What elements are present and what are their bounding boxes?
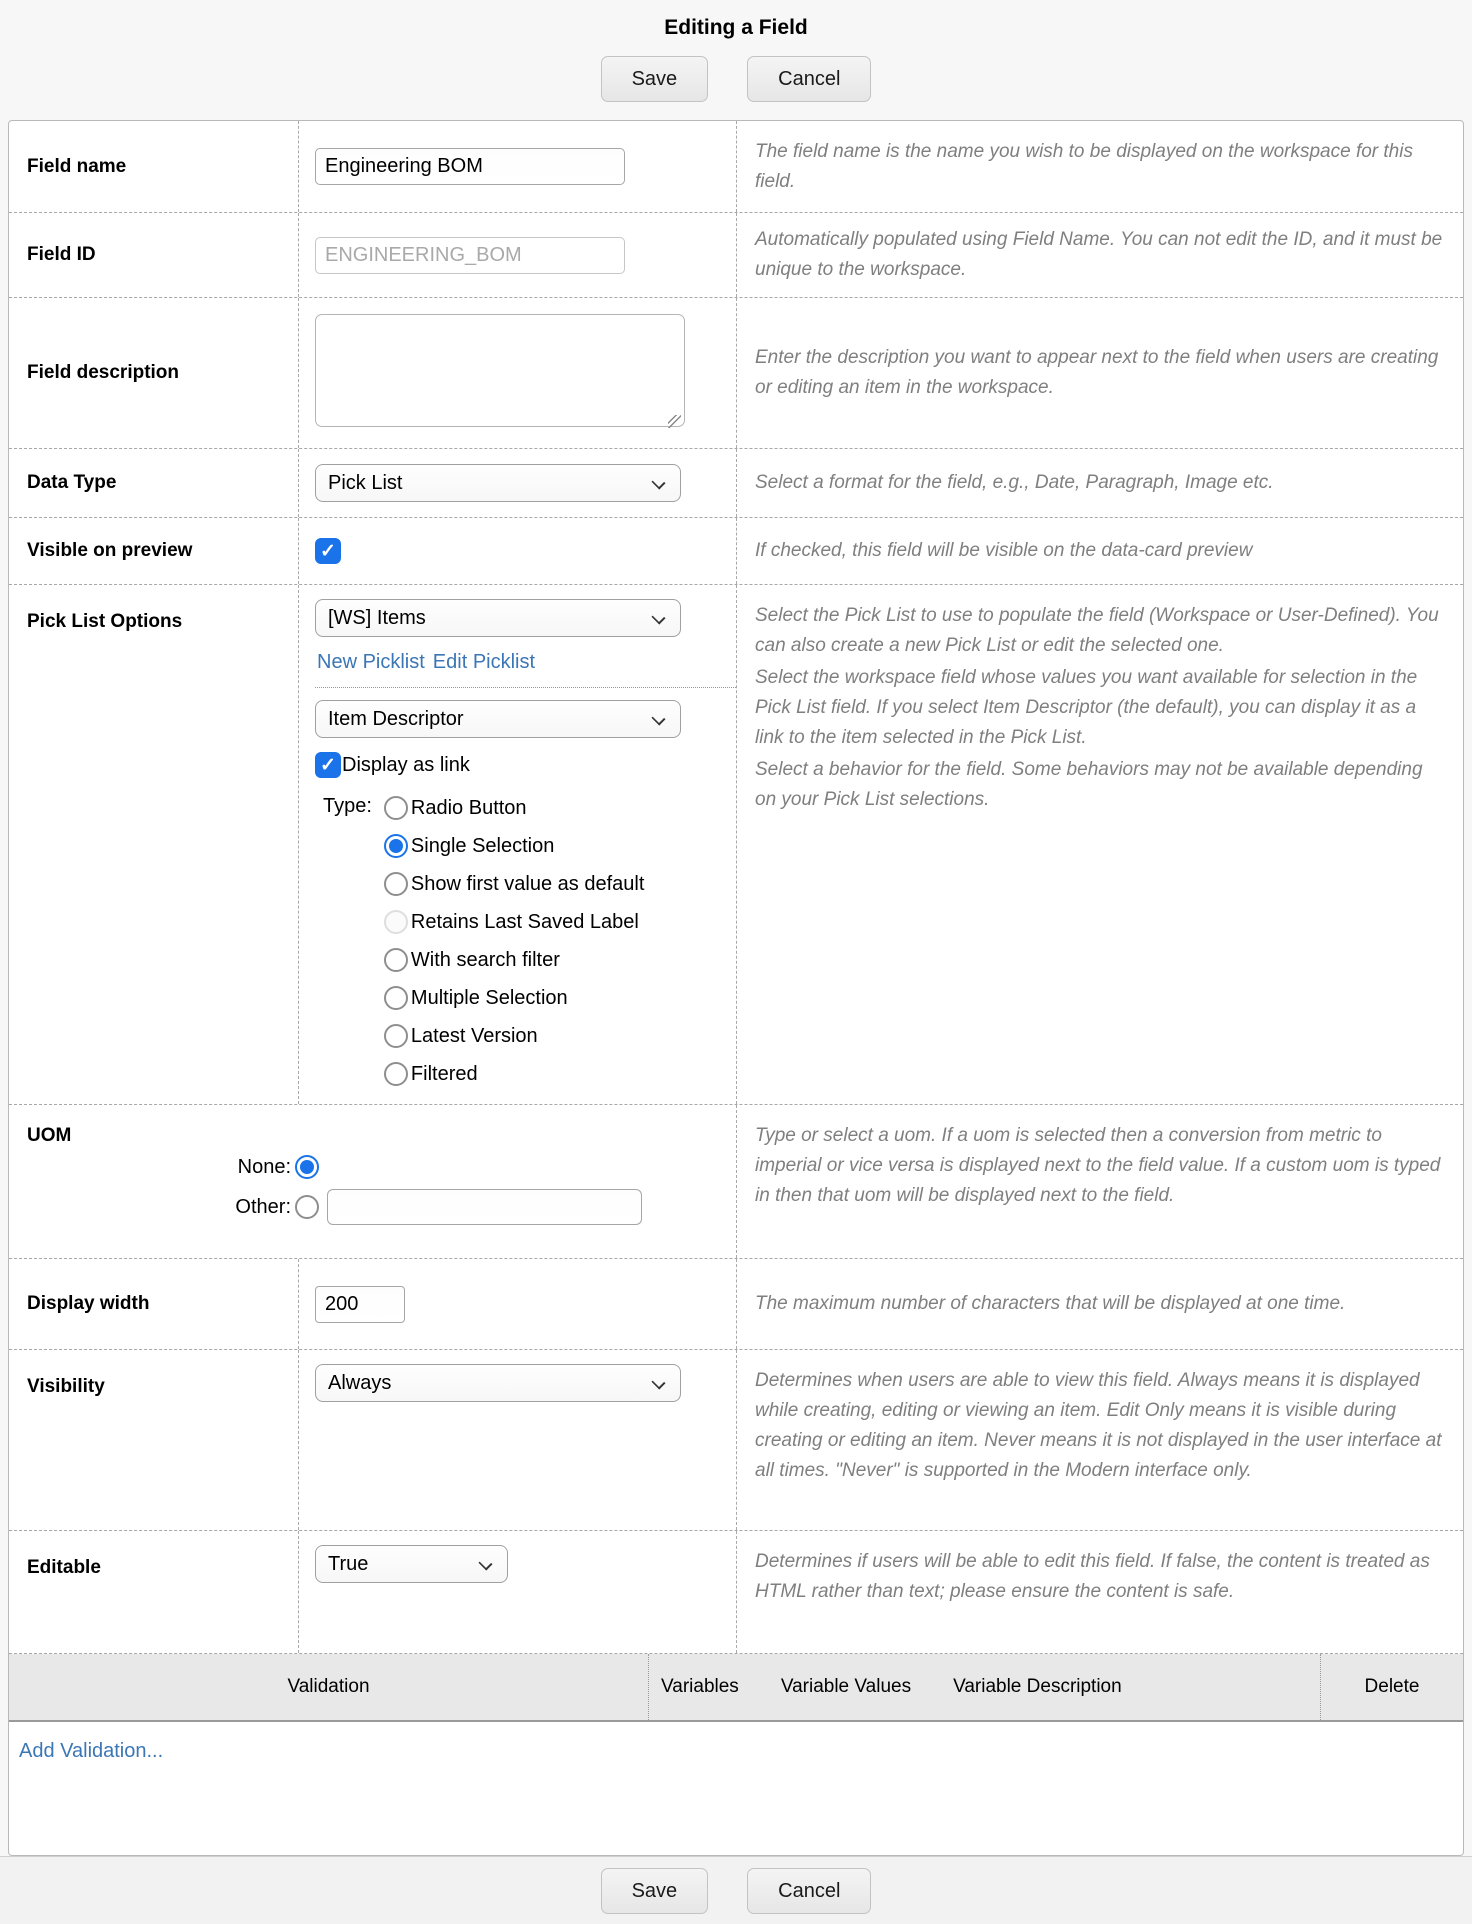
picklist-field-select[interactable] <box>315 700 681 738</box>
radio-icon[interactable] <box>384 986 408 1010</box>
picklist-description-3: Select a behavior for the field. Some behaviors may not be available depending on your Pick List selections. <box>755 759 1423 810</box>
edit-picklist-link[interactable]: Edit Picklist <box>432 651 536 673</box>
visibility-label: Visibility <box>9 1350 299 1530</box>
display-width-input[interactable] <box>315 1286 405 1323</box>
validation-table-header <box>9 1654 1463 1722</box>
row-visible-on-preview <box>9 518 1463 585</box>
radio-icon[interactable] <box>384 872 408 896</box>
validation-column-header: Validation <box>287 1676 370 1697</box>
row-editable <box>9 1531 1463 1654</box>
divider <box>315 687 736 688</box>
picklist-select[interactable] <box>315 599 681 637</box>
field-name-description: The field name is the name you wish to be displayed on the workspace for this field. <box>755 140 1413 192</box>
form-footer <box>0 1856 1472 1924</box>
data-type-label: Data Type <box>9 449 299 517</box>
chevron-down-icon <box>478 1556 492 1570</box>
uom-none-option[interactable] <box>27 1147 736 1187</box>
uom-description: Type or select a uom. If a uom is selected then a conversion from metric to imperial or vice versa is displayed next to the field value. If a custom uom is typed in then that uom will be displayed next to the field. <box>755 1125 1441 1206</box>
visible-on-preview-checkbox[interactable]: ✓ <box>315 538 341 564</box>
type-label: Type: <box>323 795 372 817</box>
uom-other-option[interactable] <box>27 1187 736 1227</box>
display-as-link-option[interactable] <box>315 752 470 778</box>
variable-description-column-header: Variable Description <box>953 1676 1122 1697</box>
type-option-multiple-selection[interactable] <box>384 979 644 1017</box>
page-title: Editing a Field <box>664 16 808 39</box>
data-type-select[interactable] <box>315 464 681 502</box>
row-field-description <box>9 298 1463 449</box>
picklist-description-1: Select the Pick List to use to populate the field (Workspace or User-Defined). You can also create a new Pick List or edit the selected one. <box>755 605 1439 656</box>
type-option-show-first-value-as-default[interactable] <box>384 865 644 903</box>
radio-icon[interactable] <box>384 1024 408 1048</box>
uom-other-radio[interactable] <box>295 1195 319 1219</box>
uom-none-radio[interactable] <box>295 1155 319 1179</box>
editable-label: Editable <box>9 1531 299 1653</box>
type-option-single-selection[interactable] <box>384 827 644 865</box>
delete-column-header: Delete <box>1364 1676 1420 1697</box>
type-option-latest-version[interactable] <box>384 1017 644 1055</box>
display-as-link-checkbox[interactable]: ✓ <box>315 752 341 778</box>
field-id-label: Field ID <box>9 213 299 297</box>
type-options-list <box>384 789 644 1093</box>
chevron-down-icon <box>651 475 665 489</box>
cancel-button[interactable]: Cancel <box>747 56 871 102</box>
uom-other-input[interactable] <box>327 1189 642 1225</box>
new-picklist-link[interactable]: New Picklist <box>317 651 425 673</box>
visibility-select[interactable] <box>315 1364 681 1402</box>
radio-icon[interactable] <box>384 948 408 972</box>
visible-on-preview-description: If checked, this field will be visible on the data-card preview <box>755 540 1253 561</box>
editable-value: True <box>328 1552 369 1575</box>
picklist-select-value: [WS] Items <box>328 606 426 629</box>
visibility-description: Determines when users are able to view this field. Always means it is displayed while creating, editing or viewing an item. Edit Only means it is visible during creating or editing an item. Never means it is not displayed in the user interface at all times. "Never" is supported in the Modern interface only. <box>755 1370 1442 1481</box>
picklist-field-value: Item Descriptor <box>328 707 464 730</box>
row-data-type <box>9 449 1463 518</box>
data-type-value: Pick List <box>328 471 403 494</box>
field-description-label: Field description <box>9 298 299 448</box>
uom-other-label: Other: <box>235 1195 291 1218</box>
type-option-label: Show first value as default <box>410 872 645 895</box>
chevron-down-icon <box>651 711 665 725</box>
radio-icon <box>384 910 408 934</box>
type-option-label: Filtered <box>410 1062 478 1085</box>
add-validation-link[interactable]: Add Validation... <box>19 1740 164 1762</box>
row-pick-list-options <box>9 585 1463 1105</box>
visibility-value: Always <box>328 1371 392 1394</box>
editable-select[interactable] <box>315 1545 508 1583</box>
radio-icon[interactable] <box>384 796 408 820</box>
form-header <box>0 0 1472 120</box>
visible-on-preview-label: Visible on preview <box>9 518 299 584</box>
type-option-label: Multiple Selection <box>410 986 568 1009</box>
data-type-description: Select a format for the field, e.g., Date, Paragraph, Image etc. <box>755 472 1274 493</box>
row-field-name <box>9 121 1463 213</box>
cancel-button-bottom[interactable]: Cancel <box>747 1868 871 1914</box>
field-id-description: Automatically populated using Field Name. You can not edit the ID, and it must be unique to the workspace. <box>755 229 1443 280</box>
editable-description: Determines if users will be able to edit this field. If false, the content is treated as HTML rather than text; please ensure the content is safe. <box>755 1551 1430 1602</box>
type-option-retains-last-saved-label[interactable] <box>384 903 644 941</box>
display-width-description: The maximum number of characters that will be displayed at one time. <box>755 1293 1346 1314</box>
pick-list-options-label: Pick List Options <box>9 585 299 1104</box>
field-description-textarea[interactable] <box>315 314 685 427</box>
uom-none-label: None: <box>237 1155 291 1178</box>
radio-icon[interactable] <box>384 1062 408 1086</box>
row-visibility <box>9 1350 1463 1531</box>
chevron-down-icon <box>651 1375 665 1389</box>
row-uom <box>9 1105 1463 1259</box>
type-option-label: With search filter <box>410 948 560 971</box>
type-option-label: Single Selection <box>410 834 555 857</box>
variable-values-column-header: Variable Values <box>780 1676 912 1697</box>
type-option-with-search-filter[interactable] <box>384 941 644 979</box>
save-button[interactable]: Save <box>601 56 709 102</box>
edit-field-form <box>8 120 1464 1856</box>
type-option-filtered[interactable] <box>384 1055 644 1093</box>
display-width-label: Display width <box>9 1259 299 1349</box>
type-option-label: Radio Button <box>410 796 527 819</box>
row-display-width <box>9 1259 1463 1350</box>
save-button-bottom[interactable]: Save <box>601 1868 709 1914</box>
type-option-label: Retains Last Saved Label <box>410 910 639 933</box>
field-id-input <box>315 237 625 274</box>
variables-column-header: Variables <box>661 1676 739 1697</box>
row-field-id <box>9 213 1463 298</box>
field-name-input[interactable] <box>315 148 625 185</box>
chevron-down-icon <box>651 610 665 624</box>
validation-table-body <box>9 1722 1463 1855</box>
field-name-label: Field name <box>9 121 299 212</box>
type-option-radio-button[interactable] <box>384 789 644 827</box>
radio-icon[interactable] <box>384 834 408 858</box>
display-as-link-label: Display as link <box>342 753 470 776</box>
picklist-description-2: Select the workspace field whose values you want available for selection in the Pick List field. If you select Item Descriptor (the default), you can display it as a link to the item selected in the Pick List. <box>755 667 1418 748</box>
uom-label: UOM <box>27 1125 72 1146</box>
type-option-label: Latest Version <box>410 1024 538 1047</box>
field-description-description: Enter the description you want to appear next to the field when users are creating or editing an item in the workspace. <box>755 347 1439 398</box>
